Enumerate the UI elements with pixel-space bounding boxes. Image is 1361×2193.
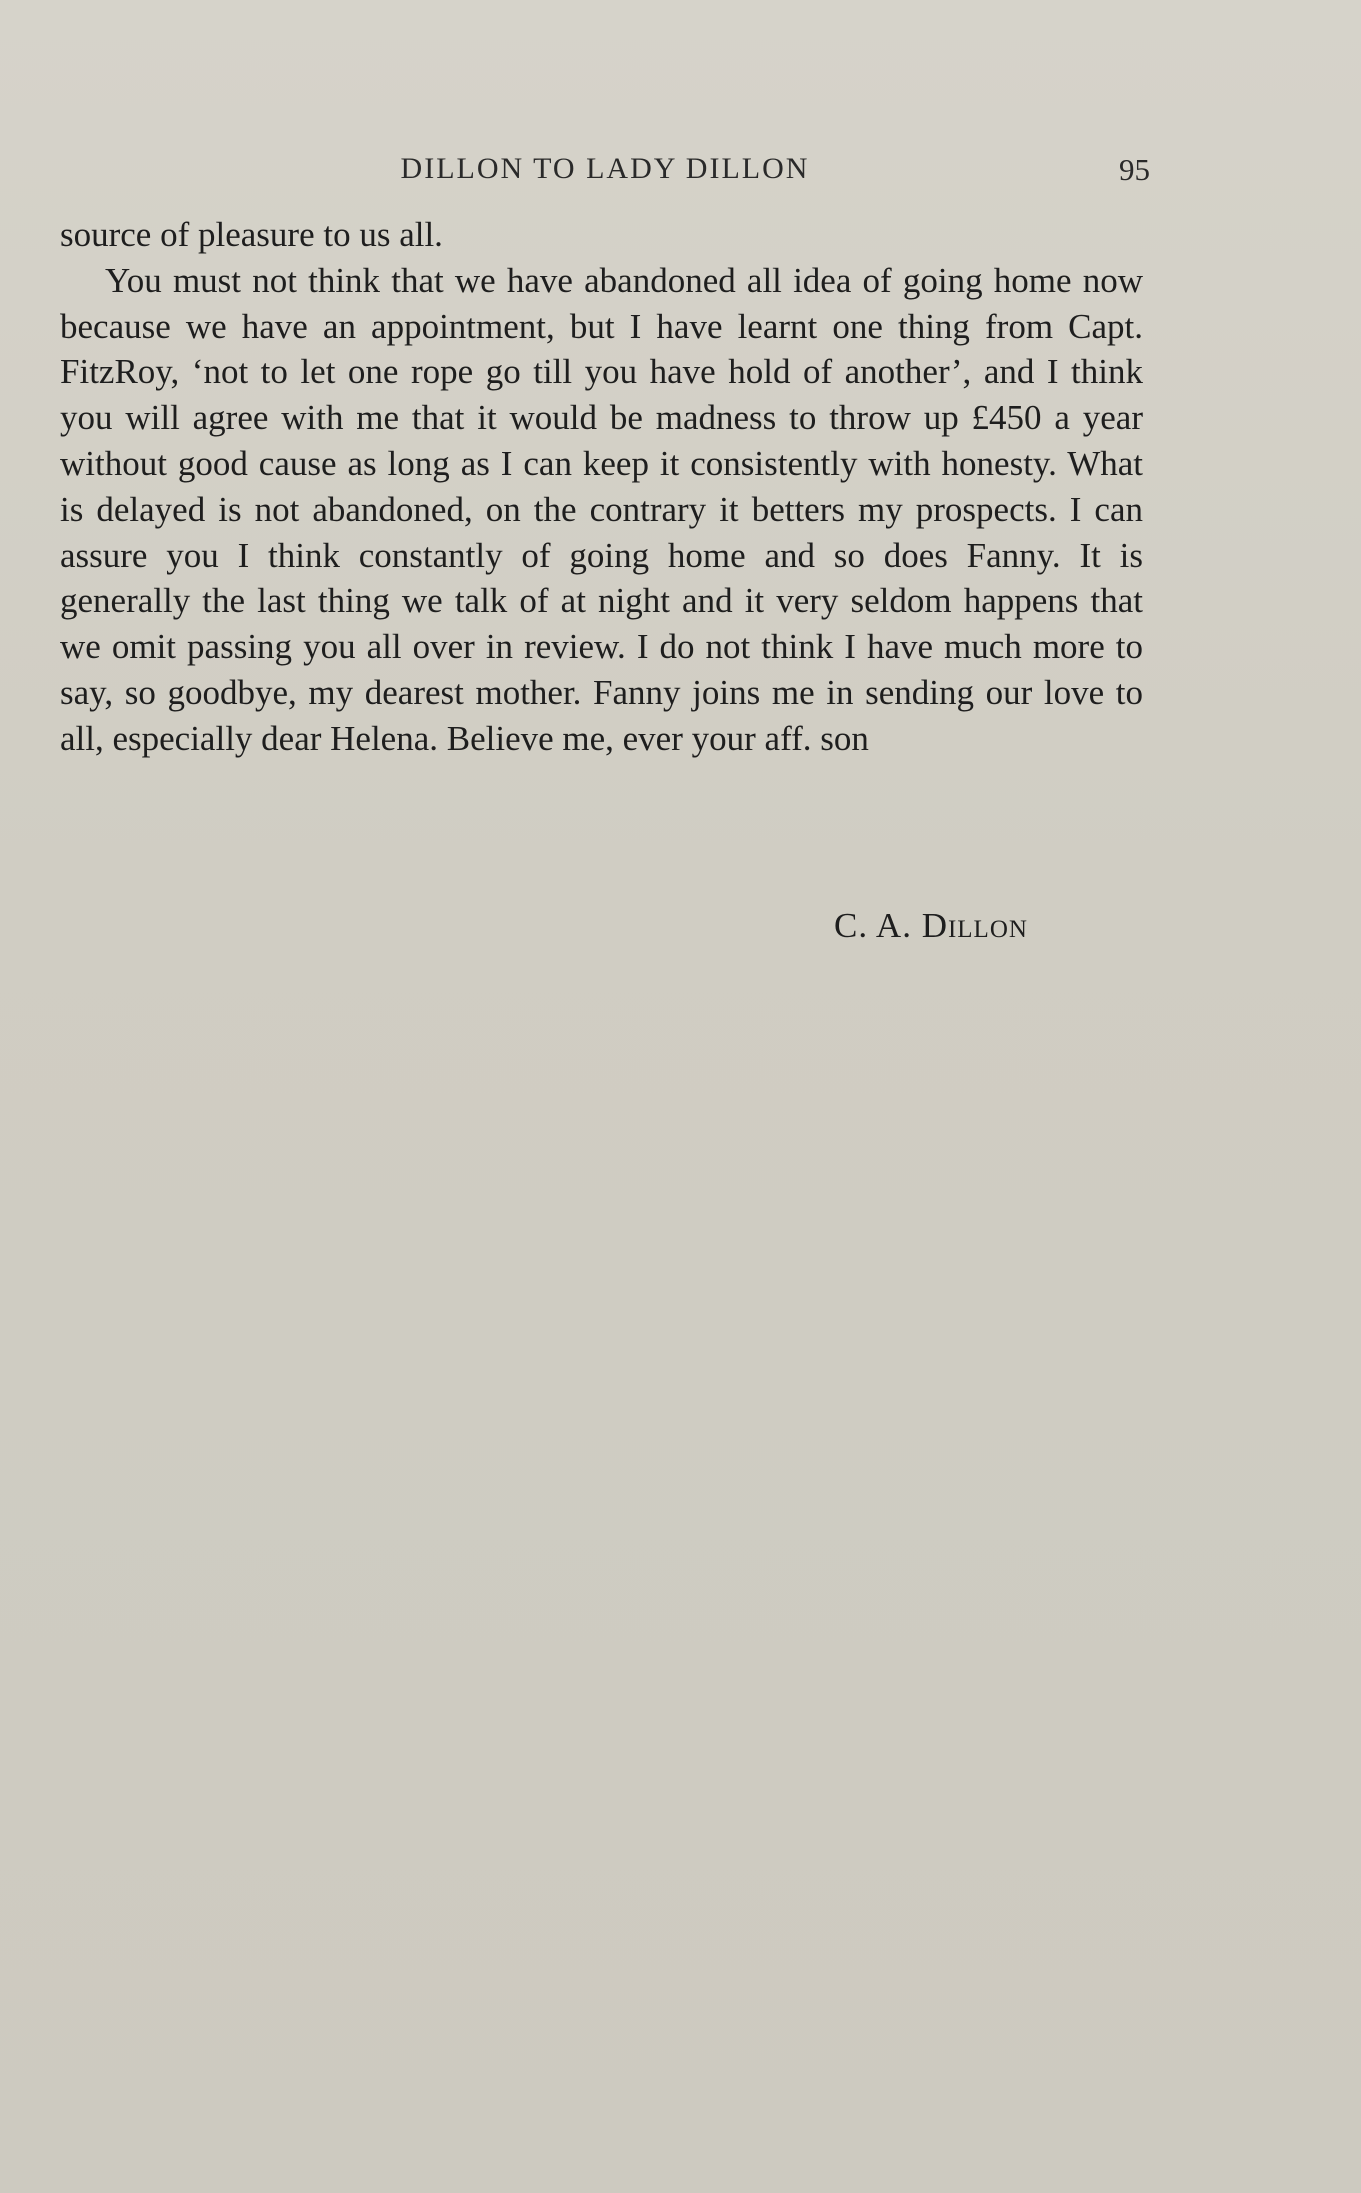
running-head [60,152,1150,200]
running-head-title: DILLON TO LADY DILLON [400,152,810,185]
paragraph-main: You must not think that we have abandoned all idea of going home now because we have an appointment, but I have learnt one thing from Capt. FitzRoy, ‘not to let one rope go till you have hold of another’, and I think you will agree with me that it would be madness to throw up £450 a year without good cause as long as I can keep it consistently with honesty. What is delayed is not abandoned, on the contrary it betters my prospects. I can assure you I think constantly of going home and so does Fanny. It is generally the last thing we talk of at night and it very seldom happens that we omit passing you all over in review. I do not think I have much more to say, so goodbye, my dearest mother. Fanny joins me in sending our love to all, especially dear Helena. Believe me, ever your aff. son [60,260,1143,758]
page-number: 95 [1119,152,1150,187]
signature: C. A. Dillon [834,906,1028,945]
paragraph-continuation: source of pleasure to us all. [60,215,443,254]
letter-body [60,212,1143,762]
